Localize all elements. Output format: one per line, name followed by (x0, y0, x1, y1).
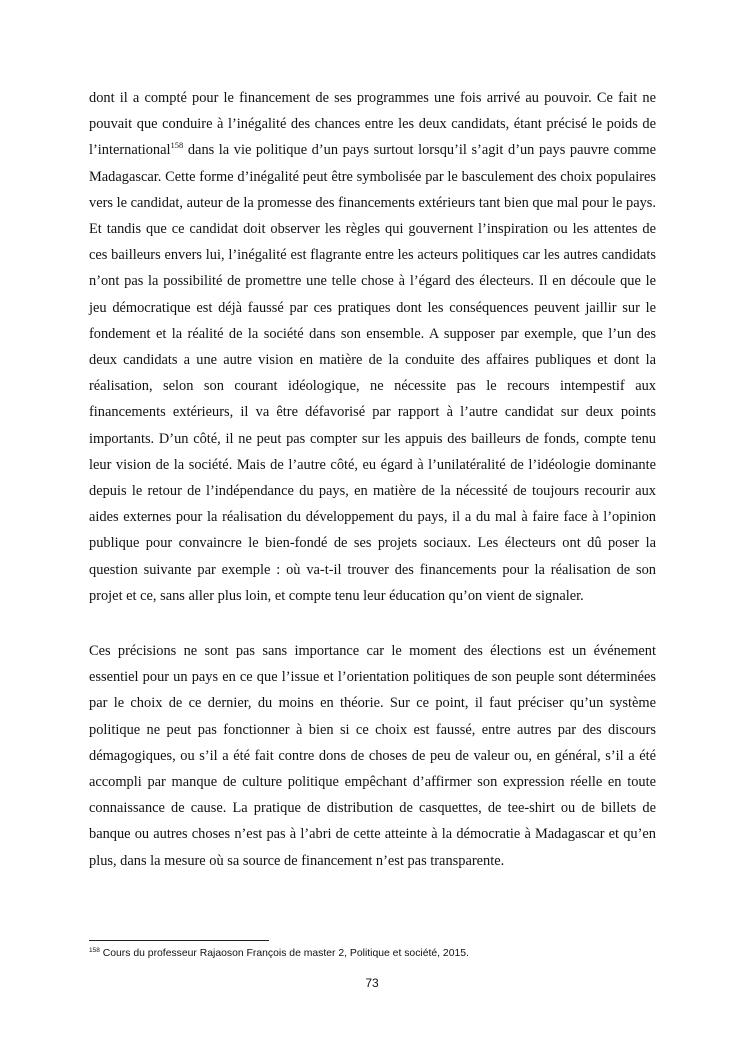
paragraph-1-text-end: dans la vie politique d’un pays surtout lorsqu’il s’agit d’un pays pauvre comme Madagascar. Cette forme d’inégalité peut être symbolisée par le basculement des choix populaires vers le candidat, auteur de la promesse des financements extérieurs tant bien que mal pour le pays. Et tandis que ce candidat doit observer les règles qui gouvernent l’inspiration ou les attentes de ces bailleurs envers lui, l’inégalité est flagrante entre les acteurs politiques car les autres candidats n’ont pas la possibilité de promettre une telle chose à l’égard des électeurs. Il en découle que le jeu démocratique est déjà faussé par ces pratiques dont les conséquences peuvent jaillir sur le fondement et la réalité de la société dans son ensemble. A supposer par exemple, que l’un des deux candidats a une autre vision en matière de la conduite des affaires publiques et dont la réalisation, selon son courant idéologique, ne nécessite pas le recours intempestif aux financements extérieurs, il va être défavorisé par rapport à l’autre candidat sur deux points importants. D’un côté, il ne peut pas compter sur les appuis des bailleurs de fonds, compte tenu leur vision de la société. Mais de l’autre côté, eu égard à l’unilatéralité de l’idéologie dominante depuis le retour de l’indépendance du pays, en matière de la nécessité de toujours recourir aux aides externes pour la réalisation du développement du pays, il a du mal à faire face à l’opinion publique pour convaincre le bien-fondé de ses projets sociaux. Les électeurs ont dû poser la question suivante par exemple : où va-t-il trouver des financements pour la réalisation de son projet et ce, sans aller plus loin, et compte tenu leur éducation qu’on vient de signaler. (89, 142, 656, 604)
body-paragraph-1 (89, 85, 656, 609)
footnote-number: 158 (89, 947, 100, 954)
paragraph-1-text-start: dont il a compté pour le financement de ses programmes une fois arrivé au pouvoir. Ce fait ne pouvait que conduire à l’inégalité des chances entre les deux candidats, étant précisé le poids de l’international (89, 90, 656, 159)
footnote-reference-158[interactable]: 158 (170, 140, 184, 151)
body-paragraph-2: Ces précisions ne sont pas sans importance car le moment des élections est un événement essentiel pour un pays en ce que l’issue et l’orientation politiques de son peuple sont déterminées par le choix de ce dernier, du moins en théorie. Sur ce point, il faut préciser qu’un système politique ne peut pas fonctionner à bien si ce choix est faussé, entre autres par des discours démagogiques, ou s’il a été fait contre dons de choses de peu de valeur ou, en général, s’il a été accompli par manque de culture politique empêchant d’affirmer son expression réelle en toute connaissance de cause. La pratique de distribution de casquettes, de tee-shirt ou de billets de banque ou autres choses n’est pas à l’abri de cette atteinte à la démocratie à Madagascar et qu’en plus, dans la mesure où sa source de financement n’est pas transparente. (89, 643, 656, 869)
footnote-separator (89, 940, 269, 941)
footnote (89, 947, 689, 961)
page-number: 73 (365, 976, 379, 990)
footnote-text: Cours du professeur Rajaoson François de master 2, Politique et société, 2015. (99, 948, 469, 959)
